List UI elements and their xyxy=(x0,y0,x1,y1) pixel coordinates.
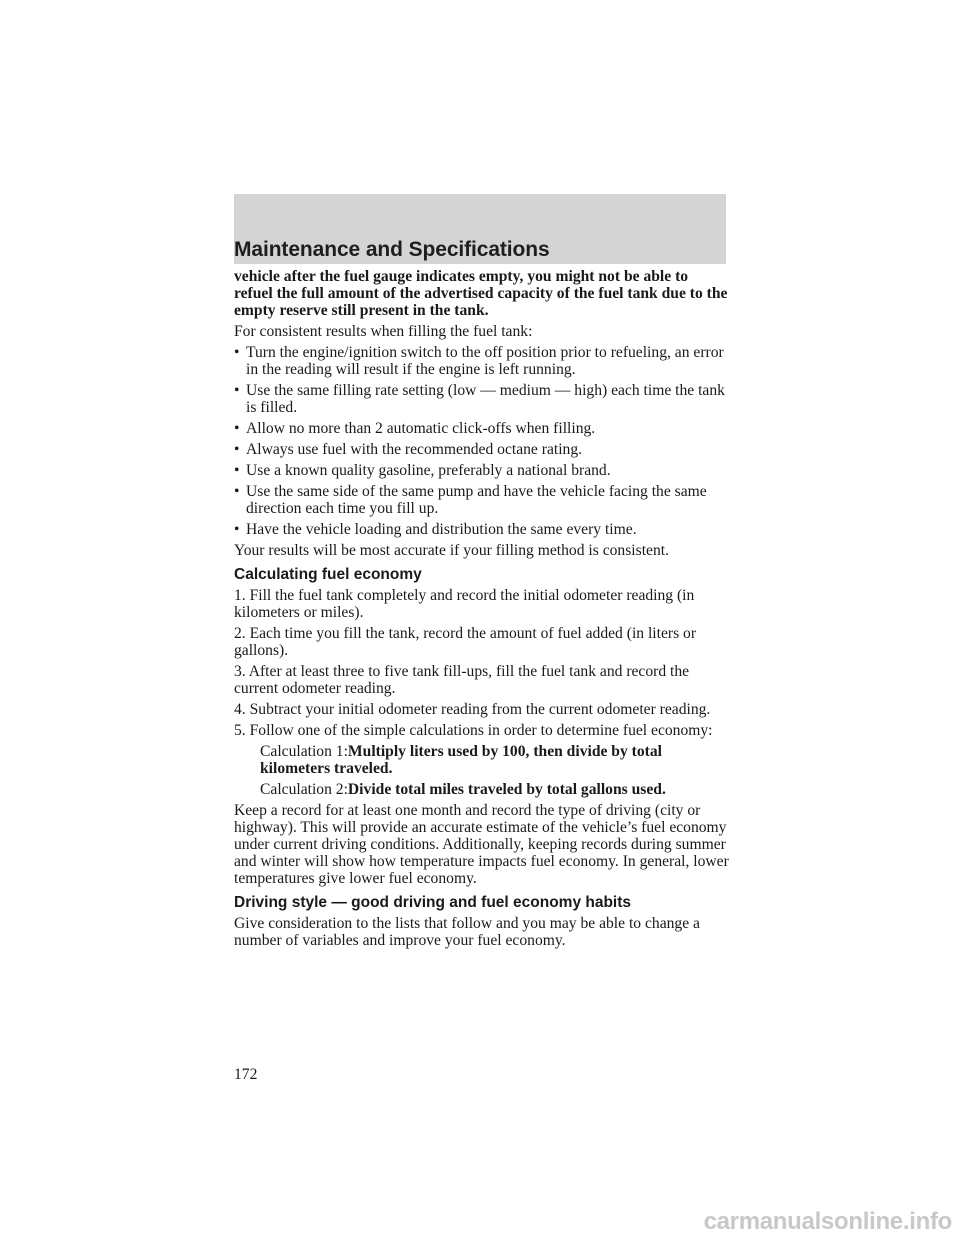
list-item: • Turn the engine/ignition switch to the off position prior to refueling, an error in the reading will result if the engine is left running. xyxy=(234,344,724,378)
driving-style-paragraph: Give consideration to the lists that follow and you may be able to change a number of variables and improve your fuel economy. xyxy=(234,915,700,949)
bullet-icon: • xyxy=(234,462,240,479)
step-3: 3. After at least three to five tank fill-ups, fill the fuel tank and record the current odometer reading. xyxy=(234,663,690,697)
step-4: 4. Subtract your initial odometer reading from the current odometer reading. xyxy=(234,701,711,718)
record-paragraph: Keep a record for at least one month and record the type of driving (city or highway). This will provide an accurate estimate of the vehicle’s fuel economy under current driving conditions. Additionally, keeping records during summer and winter will show how temperature impacts fuel economy. In general, lower temperatures give lower fuel economy. xyxy=(234,802,729,887)
page-number: 172 xyxy=(234,1066,258,1083)
list-item: • Use the same filling rate setting (low — medium — high) each time the tank is filled. xyxy=(234,382,725,416)
intro-warning-text: vehicle after the fuel gauge indicates empty, you might not be able to refuel the full amount of the advertised capacity of the fuel tank due to the empty reserve still present in the tank. xyxy=(234,268,728,319)
calculation-1: Calculation 1:Multiply liters used by 100, then divide by total kilometers traveled. xyxy=(260,743,662,777)
results-line: Your results will be most accurate if your filling method is consistent. xyxy=(234,542,669,559)
consistent-results-intro: For consistent results when filling the fuel tank: xyxy=(234,323,533,340)
watermark: carmanualsonline.info xyxy=(703,1208,952,1235)
bullet-icon: • xyxy=(234,420,240,437)
calculating-heading: Calculating fuel economy xyxy=(234,566,422,583)
calculation-2: Calculation 2:Divide total miles traveled by total gallons used. xyxy=(260,781,666,798)
step-2: 2. Each time you fill the tank, record the amount of fuel added (in liters or gallons). xyxy=(234,625,697,659)
bullet-icon: • xyxy=(234,344,240,361)
bullet-icon: • xyxy=(234,521,240,538)
list-item: • Have the vehicle loading and distribution the same every time. xyxy=(234,521,637,538)
step-1: 1. Fill the fuel tank completely and record the initial odometer reading (in kilometers or miles). xyxy=(234,587,695,621)
page-content xyxy=(234,268,730,953)
filling-tips-list xyxy=(234,344,730,538)
bullet-icon: • xyxy=(234,441,240,458)
section-title: Maintenance and Specifications xyxy=(234,238,550,261)
driving-style-heading: Driving style — good driving and fuel economy habits xyxy=(234,894,632,911)
list-item: • Use a known quality gasoline, preferably a national brand. xyxy=(234,462,611,479)
list-item: • Allow no more than 2 automatic click-offs when filling. xyxy=(234,420,596,437)
list-item: • Use the same side of the same pump and have the vehicle facing the same direction each time you fill up. xyxy=(234,483,707,517)
step-5: 5. Follow one of the simple calculations in order to determine fuel economy: xyxy=(234,722,713,739)
bullet-icon: • xyxy=(234,382,240,399)
bullet-icon: • xyxy=(234,483,240,500)
list-item: • Always use fuel with the recommended octane rating. xyxy=(234,441,583,458)
